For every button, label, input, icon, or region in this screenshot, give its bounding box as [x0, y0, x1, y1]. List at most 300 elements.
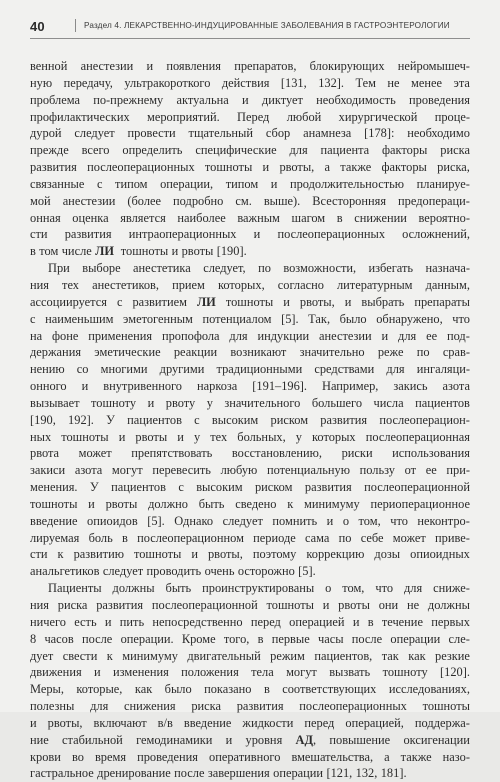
word: средствами — [314, 362, 375, 377]
word: опиоидов — [87, 513, 138, 528]
word: развития — [30, 160, 77, 175]
word: оксигенации — [403, 732, 470, 747]
word: азота — [442, 379, 470, 394]
word: Пациенты — [48, 581, 102, 596]
word: положения — [181, 665, 239, 680]
text-line — [30, 732, 470, 749]
word: риска — [440, 143, 470, 158]
header-divider — [75, 19, 76, 32]
word: рвоты — [135, 429, 168, 444]
word: опиоидных — [410, 547, 470, 562]
word: актуальна — [176, 92, 229, 107]
word: после — [174, 766, 205, 781]
word: стабильной — [62, 732, 123, 747]
word: развитию — [73, 547, 124, 562]
text-line — [30, 294, 470, 311]
word: числе — [61, 244, 92, 259]
text-line — [30, 92, 470, 109]
word: выше). — [263, 193, 301, 208]
word: венной — [30, 59, 68, 73]
word: подробно — [173, 193, 224, 208]
word: избегать — [368, 261, 414, 276]
word: также — [400, 749, 432, 764]
word: тошноту — [91, 395, 137, 410]
word: в — [257, 631, 264, 646]
word: двигательный — [187, 648, 261, 663]
word: дозы — [374, 547, 401, 562]
word: движения — [30, 665, 82, 680]
word: анамнеза — [303, 126, 352, 141]
word: следует, — [203, 261, 246, 276]
word: выбрать — [361, 294, 405, 309]
word: [191–196]. — [252, 379, 308, 394]
word: и — [146, 59, 154, 73]
word: возможности, — [283, 261, 357, 276]
word: сниже- — [433, 581, 470, 596]
word: [120]. — [440, 665, 470, 680]
word: у — [193, 429, 201, 444]
word: к — [287, 496, 294, 511]
word: нейромышеч- — [397, 59, 470, 73]
word: со — [76, 362, 89, 377]
word: [5]. — [298, 564, 316, 579]
word: ничего — [30, 614, 66, 629]
word: течение — [381, 614, 423, 629]
word: многими — [100, 362, 148, 377]
word: пользу — [359, 463, 395, 478]
word: эта — [453, 75, 470, 90]
word: соответствующих — [282, 682, 377, 697]
word: 8 — [30, 631, 37, 646]
word: как — [408, 648, 426, 663]
word: риском — [254, 480, 293, 495]
word: снижении — [354, 210, 407, 225]
word: для — [229, 328, 248, 343]
word: обнаружено, — [376, 311, 443, 326]
word: любой — [286, 109, 322, 124]
word: операцией, — [345, 715, 404, 730]
word: онного — [30, 379, 67, 394]
word: ее — [425, 463, 437, 478]
word: внутривенного — [103, 379, 183, 394]
word: всего — [81, 143, 110, 158]
word: о — [325, 581, 332, 596]
word: следует — [222, 513, 263, 528]
word: Так, — [308, 311, 331, 326]
word: у — [206, 395, 213, 410]
page-number: 40 — [30, 19, 45, 34]
word: по — [258, 261, 271, 276]
word: о — [342, 513, 350, 528]
word: тела — [251, 665, 274, 680]
word: операции — [273, 766, 324, 781]
word: того, — [223, 631, 250, 646]
word: с — [30, 311, 36, 326]
word: проведения — [409, 92, 470, 107]
word: поддержа- — [414, 715, 470, 730]
word: что — [375, 581, 394, 596]
word: [5]. — [281, 311, 299, 326]
word: риски — [341, 446, 373, 461]
word: препараты — [414, 294, 470, 309]
word: первых — [431, 614, 470, 629]
word: мероприятий. — [147, 109, 220, 124]
word: минимуму — [304, 496, 360, 511]
word: индукции — [257, 328, 310, 343]
word: и — [225, 732, 233, 747]
word: литературным — [336, 277, 413, 292]
word: послеоперационной — [364, 480, 470, 495]
word: в — [367, 614, 374, 629]
word: вероятно- — [418, 210, 470, 225]
word: риска, — [437, 160, 470, 175]
word: послеоперационных — [299, 699, 407, 714]
word: следует — [74, 126, 115, 141]
word: по — [416, 345, 430, 360]
word: хирургической — [338, 109, 418, 124]
word: появления — [166, 59, 221, 73]
word: проводить — [146, 564, 202, 579]
word: непосредственно — [152, 614, 243, 629]
word: они — [378, 598, 399, 612]
word: так — [381, 648, 399, 663]
word: время — [94, 749, 127, 764]
word: является — [120, 210, 166, 225]
word: интраоперационных — [128, 227, 237, 242]
word: лируемая — [30, 530, 80, 545]
paragraph — [30, 58, 470, 260]
word: уровня — [245, 732, 283, 747]
word: для — [289, 143, 308, 158]
word: во — [71, 749, 84, 764]
word: рвота — [30, 446, 60, 461]
word: что — [452, 311, 470, 326]
text-line — [30, 395, 470, 412]
word: с — [194, 412, 200, 427]
word: использования — [392, 446, 470, 461]
word: У — [106, 412, 115, 427]
word: и — [262, 160, 270, 175]
word: а — [324, 160, 331, 175]
word: другими — [159, 362, 205, 377]
word: было — [339, 311, 367, 326]
word: проинструктированы — [202, 581, 315, 596]
text-line — [30, 226, 470, 243]
running-head — [0, 0, 500, 42]
word: и — [322, 598, 330, 612]
word: тошноты — [61, 429, 109, 444]
word: высоким — [196, 480, 243, 495]
word: и — [30, 715, 37, 730]
text-line — [30, 328, 470, 345]
text-line — [30, 260, 470, 277]
word: Перед — [237, 109, 270, 124]
word: 132]. — [318, 75, 344, 90]
word: пить — [119, 614, 145, 629]
paragraph — [30, 580, 470, 782]
word: введение — [30, 513, 78, 528]
word: изменения — [113, 665, 169, 680]
word: перед — [250, 614, 281, 629]
word: рвоту — [165, 395, 196, 410]
text-line — [30, 496, 470, 513]
word: быть — [165, 581, 192, 596]
word: факторы — [381, 160, 427, 175]
word: боль — [88, 530, 113, 545]
word: в — [121, 530, 128, 545]
word: сле- — [448, 631, 470, 646]
word: назо- — [442, 749, 470, 764]
text-line — [30, 563, 470, 580]
word: эметические — [94, 345, 161, 360]
word: проблема — [30, 92, 80, 107]
word: том — [39, 244, 59, 259]
word: которых, — [217, 277, 265, 292]
word: и — [191, 547, 198, 562]
word: ее — [426, 328, 438, 343]
word: планируе- — [416, 176, 470, 191]
word: и — [283, 294, 290, 309]
word: закиси — [30, 463, 66, 478]
word: нению — [30, 362, 65, 377]
word: послеоперационных — [87, 160, 195, 175]
word: определить — [122, 143, 183, 158]
word: держания — [30, 345, 82, 360]
word: пациентов — [111, 480, 166, 495]
word: наиболее — [177, 210, 226, 225]
word: провести — [127, 126, 176, 141]
word: препятствовать — [131, 446, 213, 461]
word: профилактических — [30, 109, 130, 124]
text-line — [30, 614, 470, 631]
word: а — [384, 749, 390, 764]
word: крови — [30, 749, 61, 764]
word: послеоперационной — [151, 598, 258, 612]
word: [131, — [280, 75, 307, 90]
word: рвоты, — [299, 294, 335, 309]
word: завершения — [207, 766, 270, 781]
word: тошноты — [422, 699, 470, 714]
word: мой — [30, 193, 51, 208]
word: операции, — [160, 176, 214, 191]
text-line — [30, 429, 470, 446]
word: [5]. — [147, 513, 165, 528]
section-title: Раздел 4. ЛЕКАРСТВЕННО-ИНДУЦИРОВАННЫЕ ЗАБОЛЕВАНИЯ В ГАСТРОЭНТЕРОЛОГИИ — [84, 21, 450, 30]
word: рвоты, — [279, 160, 315, 175]
word: может — [392, 530, 426, 545]
word: рвоты, — [47, 715, 83, 730]
word: которые, — [76, 682, 123, 697]
text-line — [30, 698, 470, 715]
word: снижения — [123, 699, 176, 714]
word: очень — [204, 564, 235, 579]
word: тех — [210, 429, 228, 444]
word: на — [30, 328, 43, 343]
word: и — [171, 244, 179, 259]
word: тщательный — [188, 126, 254, 141]
text-line — [30, 664, 470, 681]
word: развития — [236, 699, 284, 714]
word: тошноты — [120, 244, 169, 259]
word: пациента — [320, 143, 370, 158]
word: анестетиков, — [92, 277, 160, 292]
word: послеоперационном — [137, 530, 244, 545]
text-line — [30, 546, 470, 563]
word: и — [88, 496, 95, 511]
text-line — [30, 210, 470, 227]
text-line — [30, 597, 470, 614]
word: анестезии — [319, 328, 372, 343]
bold-term: АД — [295, 732, 314, 747]
text-line — [30, 361, 470, 378]
word: дренирование — [97, 766, 171, 781]
text-line — [30, 462, 470, 479]
word: [190, — [30, 412, 56, 427]
word: свести — [62, 648, 98, 663]
word: шагом — [291, 210, 326, 225]
word: проведения — [137, 749, 198, 764]
word: и — [270, 176, 278, 191]
word: также — [340, 160, 372, 175]
word: анестезии — [80, 59, 134, 73]
word: Например, — [322, 379, 379, 394]
word: анестезии — [62, 193, 116, 208]
word: периоперационное — [370, 496, 470, 511]
word: в/в — [157, 715, 173, 730]
word — [197, 294, 216, 311]
text-line — [30, 176, 470, 193]
text-line — [30, 344, 470, 361]
word: блокирующих — [309, 59, 385, 73]
word: большего — [311, 395, 363, 410]
word: и — [253, 227, 261, 242]
word: поэтому — [252, 547, 297, 562]
word: с — [96, 176, 103, 191]
word: вызывает — [30, 395, 80, 410]
word: назнача- — [425, 261, 470, 276]
word: ных — [30, 429, 52, 444]
word: препаратов, — [234, 59, 297, 73]
word: пациентов — [415, 395, 470, 410]
word: быть — [198, 496, 225, 511]
word: введение — [183, 715, 232, 730]
word: вмешательства, — [291, 749, 374, 764]
word: проце- — [434, 109, 470, 124]
word: резкие — [435, 648, 470, 663]
word: сти — [30, 547, 48, 562]
word: перевесить — [152, 463, 211, 478]
word: тех — [62, 277, 79, 292]
text-line — [30, 412, 470, 429]
word: рвоты — [105, 496, 138, 511]
word: минимуму — [122, 648, 178, 663]
word: восстановлению, — [231, 446, 323, 461]
word: развития — [96, 598, 144, 612]
word: и — [147, 395, 155, 410]
text-line — [30, 513, 470, 530]
word: первые — [271, 631, 310, 646]
word: и — [326, 513, 334, 528]
word: следует — [102, 564, 144, 579]
word: прием — [172, 277, 205, 292]
word: связанные — [30, 176, 85, 191]
word: и — [242, 92, 249, 107]
word: анестетика — [133, 261, 191, 276]
text-line — [30, 378, 470, 395]
word: высоким — [211, 412, 259, 427]
paragraph — [30, 260, 470, 580]
text-line — [30, 159, 470, 176]
word: и — [104, 614, 112, 629]
word: специфические — [195, 143, 277, 158]
text-line — [30, 125, 470, 142]
header-rule — [30, 38, 470, 39]
word: послеоперацион- — [379, 412, 470, 427]
word: включают — [93, 715, 147, 730]
word: реже — [377, 345, 404, 360]
word: типом — [225, 176, 259, 191]
word: срав- — [442, 345, 470, 360]
word: рвоты — [338, 598, 370, 612]
word: важным — [237, 210, 280, 225]
word: диктует — [261, 92, 303, 107]
word: фоне — [52, 328, 79, 343]
word: данным, — [425, 277, 470, 292]
word: могут — [286, 665, 317, 680]
word: Однако — [174, 513, 214, 528]
word: себе — [360, 530, 384, 545]
word: сбор — [265, 126, 291, 141]
word: перед — [304, 715, 335, 730]
word: для — [386, 362, 405, 377]
word: риском — [270, 412, 309, 427]
text-line — [30, 765, 470, 782]
word: периоде — [253, 530, 296, 545]
bold-term: ЛИ — [95, 244, 115, 259]
word: после — [351, 631, 383, 646]
word: менения. — [30, 480, 78, 495]
word — [95, 243, 117, 260]
word: неконтро- — [417, 513, 470, 528]
word: значительно — [299, 345, 365, 360]
word: АД, — [295, 732, 317, 747]
word: рвоты — [181, 244, 214, 259]
word: и — [94, 665, 101, 680]
word: в — [30, 244, 36, 259]
word: под- — [446, 328, 470, 343]
word: менее — [411, 75, 443, 90]
body-text — [30, 58, 470, 782]
word: сама — [305, 530, 330, 545]
word: согласно — [277, 277, 324, 292]
word: есть — [74, 614, 97, 629]
word: в — [336, 210, 343, 225]
word: дурой — [30, 126, 62, 141]
word: должны — [112, 581, 155, 596]
text-line — [30, 749, 470, 766]
word: [178]: — [364, 126, 395, 141]
word: исследованиях, — [388, 682, 470, 697]
word: оценка — [72, 210, 109, 225]
word: как — [134, 682, 153, 697]
word: к — [57, 547, 64, 562]
text-line — [30, 479, 470, 496]
word: пациентов — [127, 412, 182, 427]
word: азота — [74, 463, 103, 478]
text-line — [30, 142, 470, 159]
text-line — [30, 243, 470, 260]
word: развитием — [132, 294, 187, 309]
